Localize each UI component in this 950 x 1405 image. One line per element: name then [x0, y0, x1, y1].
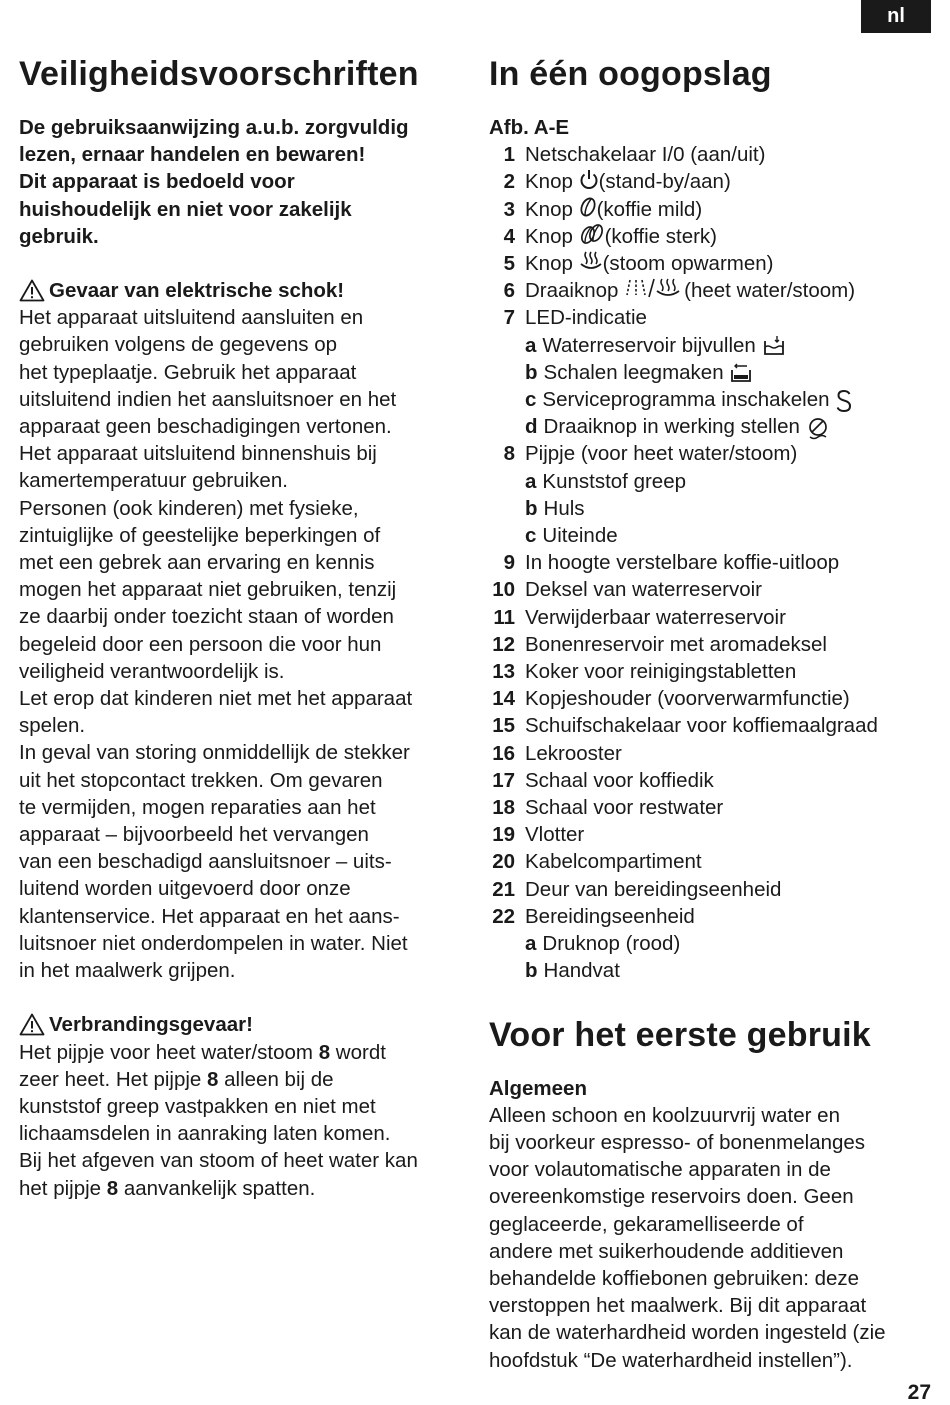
text-line: Alleen schoon en koolzuurvrij water en — [489, 1103, 840, 1127]
page-number: 27 — [907, 1381, 931, 1404]
text-line: luitsnoer niet onderdompelen in water. Niet — [19, 931, 408, 955]
sub-item: a Kunststof greep — [525, 469, 686, 493]
list-item: 17 Schaal voor koffiedik — [492, 768, 714, 792]
list-item: 1 Netschakelaar I/0 (aan/uit) — [503, 143, 766, 167]
rotary-knob-icon — [806, 416, 830, 440]
electric-shock-warning-heading — [19, 277, 464, 304]
text-line: kan de waterhardheid worden ingesteld (zie — [489, 1321, 886, 1345]
overview-column — [489, 52, 929, 1374]
sub-item: b Huls — [525, 496, 585, 520]
text-line: van een beschadigd aansluitsnoer – uits- — [19, 850, 392, 874]
safety-column — [19, 52, 464, 1202]
warning-triangle-icon — [19, 1013, 45, 1036]
text-line: Let erop dat kinderen niet met het apparaat — [19, 687, 413, 711]
text-line: het pijpje 8 aanvankelijk spatten. — [19, 1176, 316, 1200]
text-line: te vermijden, mogen reparaties aan het — [19, 795, 376, 819]
text-line: uitsluitend indien het aansluitsnoer en het — [19, 387, 397, 411]
text-line: verstoppen het maalwerk. Bij dit apparaat — [489, 1294, 867, 1318]
text-line: luitend worden uitgevoerd door onze — [19, 877, 351, 901]
list-item: 5 Knop (stoom opwarmen) — [489, 250, 929, 277]
text-line: Bij het afgeven van stoom of heet water kan — [19, 1149, 418, 1173]
text-line: kunststof greep vastpakken en niet met — [19, 1094, 376, 1118]
list-item: 19 Vlotter — [492, 823, 585, 847]
text-line: Personen (ook kinderen) met fysieke, — [19, 496, 359, 520]
text-line: Het apparaat uitsluitend aansluiten en — [19, 306, 364, 330]
safety-title: Veiligheidsvoorschriften — [19, 55, 419, 93]
list-item: 21 Deur van bereidingseenheid — [492, 877, 782, 901]
warning-triangle-icon — [19, 279, 45, 302]
text-line: lichaamsdelen in aanraking laten komen. — [19, 1122, 391, 1146]
empty-trays-icon — [729, 362, 753, 384]
text-line: in het maalwerk grijpen. — [19, 959, 236, 983]
intro-line: lezen, ernaar handelen en bewaren! — [19, 143, 366, 167]
burn-warning-heading — [19, 1011, 464, 1038]
general-text — [489, 1102, 929, 1374]
parts-list — [489, 141, 929, 984]
list-item: 3 Knop (koffie mild) — [489, 196, 929, 223]
first-use-title: Voor het eerste gebruik — [489, 1015, 871, 1054]
text-line: spelen. — [19, 714, 86, 738]
text-line: gebruiken volgens de gegevens op — [19, 333, 337, 357]
text-line: met een gebrek aan ervaring en kennis — [19, 551, 375, 575]
text-line: geglaceerde, gekaramelliseerde of — [489, 1212, 804, 1236]
hotwater-steam-icon — [624, 277, 684, 304]
service-s-icon — [835, 389, 853, 413]
text-line: zintuiglijke of geestelijke beperkingen of — [19, 523, 381, 547]
text-line: apparaat – bijvoorbeeld het vervangen — [19, 823, 369, 847]
list-item: 6 Draaiknop (heet water/stoom) — [489, 277, 929, 304]
text-line: mogen het apparaat niet gebruiken, tenzij — [19, 578, 397, 602]
steam-icon — [579, 250, 603, 277]
list-item: 16 Lekrooster — [492, 741, 622, 765]
text-line: Het apparaat uitsluitend binnenshuis bij — [19, 442, 377, 466]
burn-warning-text — [19, 1039, 464, 1202]
text-line: ze daarbij onder toezicht staan of worden — [19, 605, 394, 629]
sub-item: b Handvat — [525, 959, 620, 983]
sub-item: c Serviceprogramma inschakelen — [489, 386, 929, 413]
text-line: veiligheid verantwoordelijk is. — [19, 659, 285, 683]
text-line: klantenservice. Het apparaat en het aans- — [19, 904, 400, 928]
intro-line: gebruik. — [19, 224, 99, 248]
text-line: begeleid door een persoon die voor hun — [19, 632, 382, 656]
list-item: 15 Schuifschakelaar voor koffiemaalgraad — [492, 714, 878, 738]
sub-item: a Druknop (rood) — [525, 932, 681, 956]
intro-line: huishoudelijk en niet voor zakelijk — [19, 197, 352, 221]
text-line: uit het stopcontact trekken. Om gevaren — [19, 768, 383, 792]
sub-item: a Waterreservoir bijvullen — [489, 332, 929, 359]
ref-number: 8 — [318, 1040, 331, 1064]
list-item: 12 Bonenreservoir met aromadeksel — [492, 632, 827, 656]
bean-strong-icon — [579, 223, 605, 250]
list-item: 11 Verwijderbaar waterreservoir — [493, 605, 786, 629]
text-line: voor volautomatische apparaten in de — [489, 1158, 831, 1182]
list-item: 9 In hoogte verstelbare koffie-uitloop — [503, 551, 840, 575]
sub-item: b Schalen leegmaken — [489, 359, 929, 386]
electric-shock-warning-text — [19, 304, 464, 984]
general-subheading: Algemeen — [489, 1076, 587, 1100]
text-line: overeenkomstige reservoirs doen. Geen — [489, 1185, 854, 1209]
text-line: kamertemperatuur gebruiken. — [19, 469, 288, 493]
text-line: zeer heet. Het pijpje 8 alleen bij de — [19, 1067, 334, 1091]
text-line: behandelde koffiebonen gebruiken: deze — [489, 1266, 860, 1290]
text-line: In geval van storing onmiddellijk de stekker — [19, 741, 410, 765]
figure-reference: Afb. A-E — [489, 116, 570, 139]
ref-number: 8 — [207, 1067, 219, 1091]
language-tab — [861, 0, 931, 33]
list-item: 20 Kabelcompartiment — [492, 850, 702, 874]
fill-water-icon — [762, 335, 786, 357]
intro-line: Dit apparaat is bedoeld voor — [19, 170, 295, 194]
text-line: het typeplaatje. Gebruik het apparaat — [19, 360, 357, 384]
text-line: hoofdstuk “De waterhardheid instellen”). — [489, 1348, 853, 1372]
text-line: andere met suikerhoudende additieven — [489, 1239, 844, 1263]
power-icon — [579, 168, 599, 195]
text-line: apparaat geen beschadigingen vertonen. — [19, 415, 392, 439]
list-item: 22 Bereidingseenheid — [492, 904, 695, 928]
list-item: 10 Deksel van waterreservoir — [492, 578, 762, 602]
intro-line: De gebruiksaanwijzing a.u.b. zorgvuldig — [19, 116, 409, 139]
text-line: bij voorkeur espresso- of bonenmelanges — [489, 1130, 866, 1154]
warning-title: Gevaar van elektrische schok! — [49, 279, 345, 303]
list-item: 13 Koker voor reinigingstabletten — [492, 660, 797, 684]
overview-title: In één oogopslag — [489, 55, 772, 93]
language-label: nl — [887, 5, 905, 27]
list-item: 4 Knop (koffie sterk) — [489, 223, 929, 250]
text-line: Het pijpje voor heet water/stoom 8 wordt — [19, 1040, 386, 1064]
bean-mild-icon — [579, 196, 597, 223]
list-item: 14 Kopjeshouder (voorverwarmfunctie) — [492, 687, 850, 711]
warning-title: Verbrandingsgevaar! — [49, 1013, 253, 1037]
list-item: 2 Knop (stand-by/aan) — [489, 168, 929, 195]
list-item: 8 Pijpje (voor heet water/stoom) — [503, 442, 798, 466]
list-item: 18 Schaal voor restwater — [492, 796, 724, 820]
sub-item: d Draaiknop in werking stellen — [489, 413, 929, 440]
sub-item: c Uiteinde — [525, 524, 618, 548]
ref-number: 8 — [106, 1176, 119, 1200]
list-item: 7 LED-indicatie — [503, 306, 647, 330]
intro-block — [19, 114, 464, 250]
